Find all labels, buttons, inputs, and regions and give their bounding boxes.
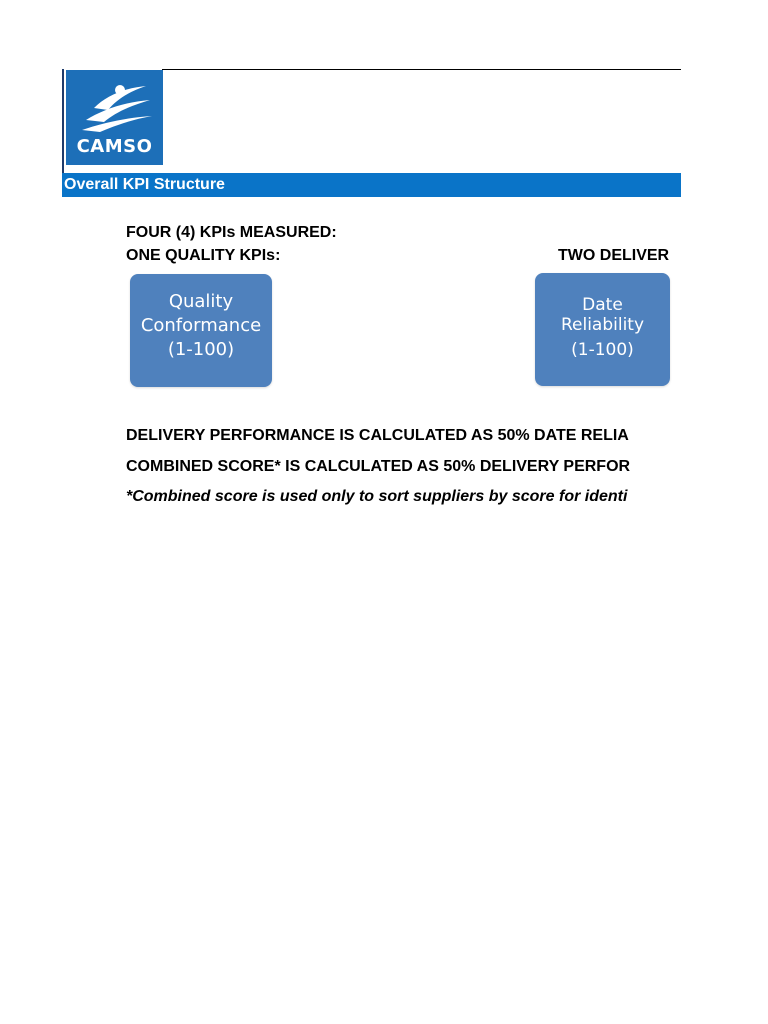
- box-line: (1-100): [571, 340, 634, 360]
- kpi-sheet-area: [62, 69, 681, 569]
- quality-kpi-heading: ONE QUALITY KPIs:: [126, 247, 281, 264]
- camso-wing-icon: [66, 70, 163, 136]
- delivery-kpi-heading: TWO DELIVER: [558, 247, 670, 264]
- page-title: Overall KPI Structure: [64, 176, 225, 193]
- combined-score-footnote: *Combined score is used only to sort suppliers by score for identi: [126, 488, 628, 505]
- kpi-count-heading: FOUR (4) KPIs MEASURED:: [126, 224, 337, 241]
- box-line: Date: [582, 295, 623, 315]
- box-line: (1-100): [167, 339, 235, 360]
- header-top-border: [162, 69, 681, 70]
- date-reliability-box: [535, 273, 670, 386]
- combined-score-note: COMBINED SCORE* IS CALCULATED AS 50% DELIVERY PERFOR: [126, 458, 631, 475]
- camso-logo: [66, 70, 163, 165]
- delivery-performance-note: DELIVERY PERFORMANCE IS CALCULATED AS 50% DATE RELIA: [126, 427, 629, 444]
- title-bar: [62, 173, 681, 197]
- logo-wordmark: CAMSO: [76, 136, 153, 157]
- quality-conformance-box: [130, 274, 272, 387]
- box-line: Reliability: [560, 315, 645, 335]
- box-line: Quality: [168, 291, 234, 312]
- box-line: Conformance: [140, 315, 262, 336]
